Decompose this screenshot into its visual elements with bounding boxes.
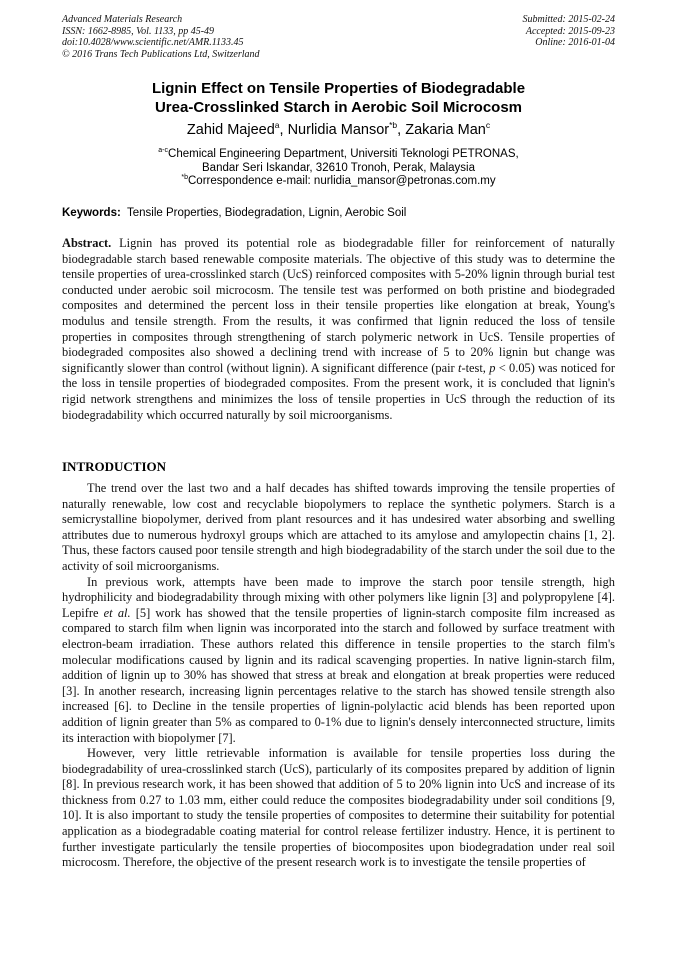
author-list: [62, 121, 615, 139]
publication-dates: [523, 14, 616, 49]
intro-paragraph-2: In previous work, attempts have been made to improve the starch poor tensile strength, high hydrophilicity and biodegradability through mixing with other polymers like lignin [3] and polypropylene [4]. Lepifre et al. [5] work has showed that the tensile properties of lignin-starch composite film increased as compared to starch film when lignin was incorporated into the starch and followed by surface treatment with electron-beam irradiation. These authors related this difference in tensile properties to the starch film's molecular modifications caused by lignin and its radical scavenging properties. In native lignin-starch film, addition of lignin up to 30% has showed that stress at break and elongation at break properties were reduced [3]. In another research, increasing lignin percentages relative to the starch has showed tensile strength also increased [6]. to Decline in the tensile properties of lignin-polylactic acid blends has been reported upon addition of lignin greater than 5% as compared to 0-1% due to lignin's densely interconnected structure, limits its interaction with biopolymer [7].: [62, 574, 615, 745]
section-heading-introduction: INTRODUCTION: [62, 459, 167, 474]
author-2-mark: *b: [389, 120, 398, 131]
author-separator: ,: [397, 122, 406, 138]
correspondence-email: Correspondence e-mail: nurlidia_mansor@petronas.com.my: [188, 175, 496, 187]
affiliation-mark: a-c: [158, 147, 169, 155]
keywords-label: Keywords:: [62, 207, 121, 219]
affiliation-line-1: $^{a-c}$Chemical Engineering Department, Universiti Teknologi PETRONAS,: [158, 147, 519, 160]
paper-title: [62, 79, 615, 117]
copyright-line: © 2016 Trans Tech Publications Ltd, Switzerland: [62, 48, 260, 60]
author-1-mark: a: [274, 120, 280, 131]
correspondence-line: [62, 175, 615, 189]
author-3: Zakaria Man: [405, 122, 486, 138]
author-3-mark: c: [485, 120, 491, 131]
abstract-label: Abstract.: [62, 236, 112, 250]
correspondence-mark: *b: [181, 174, 188, 182]
author-1: Zahid Majeed: [186, 122, 275, 138]
submitted-date: Submitted: 2015-02-24: [522, 14, 615, 25]
intro-paragraph-1: The trend over the last two and a half decades has shifted towards improving the tensile properties of naturally renewable, low cost and recyclable biopolymers to replace the synthetic polymers. Starch is a semicrystalline biopolymer, derived from plant resources and it has undesired water absorbing and swelling attributes due to numerous hydroxyl groups which are attached to its amylose and amylopectin chains [1, 2]. Thus, these factors caused poor tensile strength and high biodegradability of the starch under the soil due to the activity of soil microorganisms.: [62, 481, 615, 573]
abstract: Abstract. Lignin has proved its potential role as biodegradable filler for reinforcement of naturally biodegradable starch based renewable composite materials. The objective of this study was to determine the tensile properties of urea-crosslinked starch (UcS) reinforced composites with 5-20% lignin through burial test conducted under aerobic soil microcosm. The tensile test was performed on both pristine and biodegraded composites and determined the percent loss in their tensile properties like elongation at break, Young's modulus and tensile strength. From the results, it was confirmed that lignin reduced the loss of tensile properties in composites through strengthening of starch polymeric network in UcS. Tensile properties of biodegraded composites also showed a declining trend with increase of 5 to 20% lignin but change was significantly slower than control (without lignin). A significant difference (pair t-test, p < 0.05) was noticed for the loss in tensile properties of biodegraded composites. From the present work, it is concluded that lignin's rigid network strengthens and minimizes the loss of tensile properties in UcS through the reduction of its biodegradability which occurred naturally by soil microorganisms.: [62, 236, 616, 422]
intro-paragraph-3: However, very little retrievable information is available for tensile properties loss during the biodegradability of urea-crosslinked starch (UcS), particularly of its composites prepared by addition of lignin [8]. In previous research work, it has been showed that addition of 5 to 20% lignin into UcS and increase of its thickness from 0.27 to 1.03 mm, either could reduce the composites biodegradability under soil conditions [9, 10]. It is also important to study the tensile properties of composites to determine their suitability for potential application as a biodegradable coating material for control release fertilizer industry. Hence, it is pertinent to further investigate particularly the tensile properties of biocomposites upon biodegradation under real soil microcosm. Therefore, the objective of the present research work is to investigate the tensile properties of: [62, 746, 615, 870]
title-line-1: Lignin Effect on Tensile Properties of Biodegradable: [151, 80, 526, 97]
accepted-date: Accepted: 2015-09-23: [525, 25, 615, 37]
online-date: Online: 2016-01-04: [535, 37, 615, 48]
journal-name: Advanced Materials Research: [62, 14, 183, 25]
title-line-2: Urea-Crosslinked Starch in Aerobic Soil Microcosm: [154, 99, 523, 116]
doi-line: doi:10.4028/www.scientific.net/AMR.1133.45: [62, 37, 244, 48]
affiliation: [62, 148, 615, 189]
introduction-body: [62, 481, 615, 871]
author-2: Nurlidia Mansor: [287, 122, 390, 138]
keywords-text: Tensile Properties, Biodegradation, Lignin, Aerobic Soil: [126, 207, 407, 219]
keywords: [62, 206, 406, 220]
issn-line: ISSN: 1662-8985, Vol. 1133, pp 45-49: [62, 25, 215, 37]
affiliation-line-2: Bandar Seri Iskandar, 32610 Tronoh, Perak, Malaysia: [202, 161, 475, 174]
author-separator: ,: [279, 122, 288, 138]
journal-info: [62, 14, 260, 60]
